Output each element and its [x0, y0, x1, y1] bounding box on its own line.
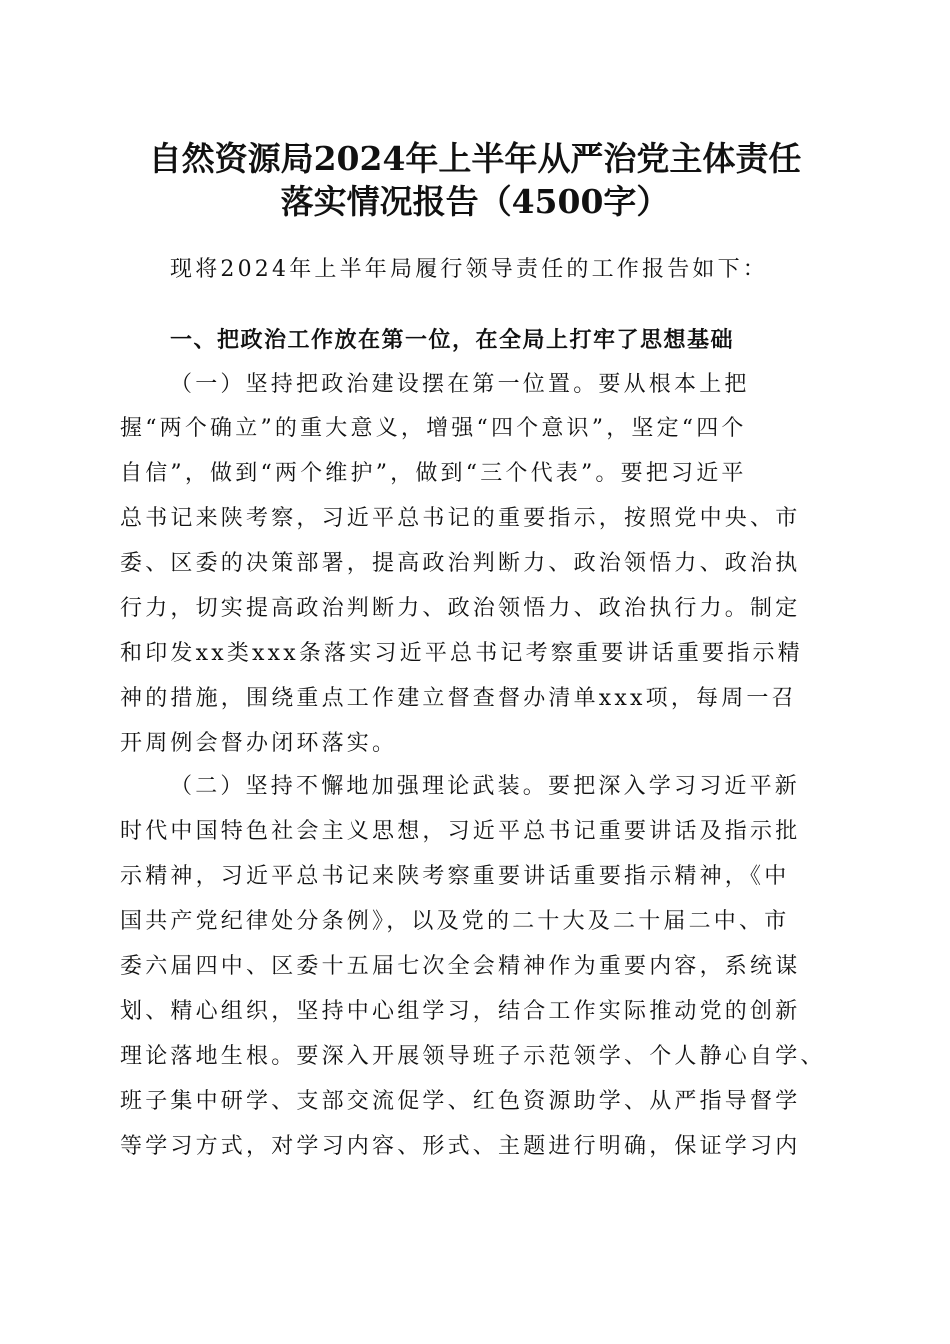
- paragraph-line: 委六届四中、区委十五届七次全会精神作为重要内容，系统谋: [120, 954, 801, 979]
- paragraph-line: （二）坚持不懈地加强理论武装。要把深入学习习近平新: [170, 774, 801, 799]
- paragraph-line: 自信”，做到“两个维护”，做到“三个代表”。要把习近平: [120, 461, 747, 486]
- paragraph-line: 划、精心组织，坚持中心组学习，结合工作实际推动党的创新: [120, 999, 801, 1024]
- paragraph-line: 握“两个确立”的重大意义，增强“四个意识”，坚定“四个: [120, 416, 747, 441]
- intro-paragraph: 现将2024年上半年局履行领导责任的工作报告如下：: [170, 257, 768, 282]
- document-title-line-1: 自然资源局2024年上半年从严治党主体责任: [148, 139, 802, 178]
- paragraph-line: 时代中国特色社会主义思想，习近平总书记重要讲话及指示批: [120, 819, 801, 844]
- paragraph-line: 行力，切实提高政治判断力、政治领悟力、政治执行力。制定: [120, 596, 801, 621]
- paragraph-line: 委、区委的决策部署，提高政治判断力、政治领悟力、政治执: [120, 551, 801, 576]
- paragraph-line: （一）坚持把政治建设摆在第一位置。要从根本上把: [170, 372, 750, 397]
- paragraph-line: 国共产党纪律处分条例》，以及党的二十大及二十届二中、市: [120, 909, 790, 934]
- paragraph-line: 开周例会督办闭环落实。: [120, 731, 398, 756]
- document-title-line-2: 落实情况报告（4500字）: [280, 182, 670, 221]
- paragraph-line: 等学习方式，对学习内容、形式、主题进行明确，保证学习内: [120, 1134, 801, 1159]
- paragraph-line: 和印发xx类xxx条落实习近平总书记考察重要讲话重要指示精: [120, 641, 803, 666]
- paragraph-line: 班子集中研学、支部交流促学、红色资源助学、从严指导督学: [120, 1089, 801, 1114]
- paragraph-line: 示精神，习近平总书记来陕考察重要讲话重要指示精神，《中: [120, 864, 790, 889]
- paragraph-line: 理论落地生根。要深入开展领导班子示范领学、个人静心自学、: [120, 1044, 826, 1069]
- paragraph-line: 总书记来陕考察，习近平总书记的重要指示，按照党中央、市: [120, 506, 801, 531]
- paragraph-line: 神的措施，围绕重点工作建立督查督办清单xxx项，每周一召: [120, 686, 797, 711]
- section-heading-1: 一、把政治工作放在第一位，在全局上打牢了思想基础: [170, 328, 735, 353]
